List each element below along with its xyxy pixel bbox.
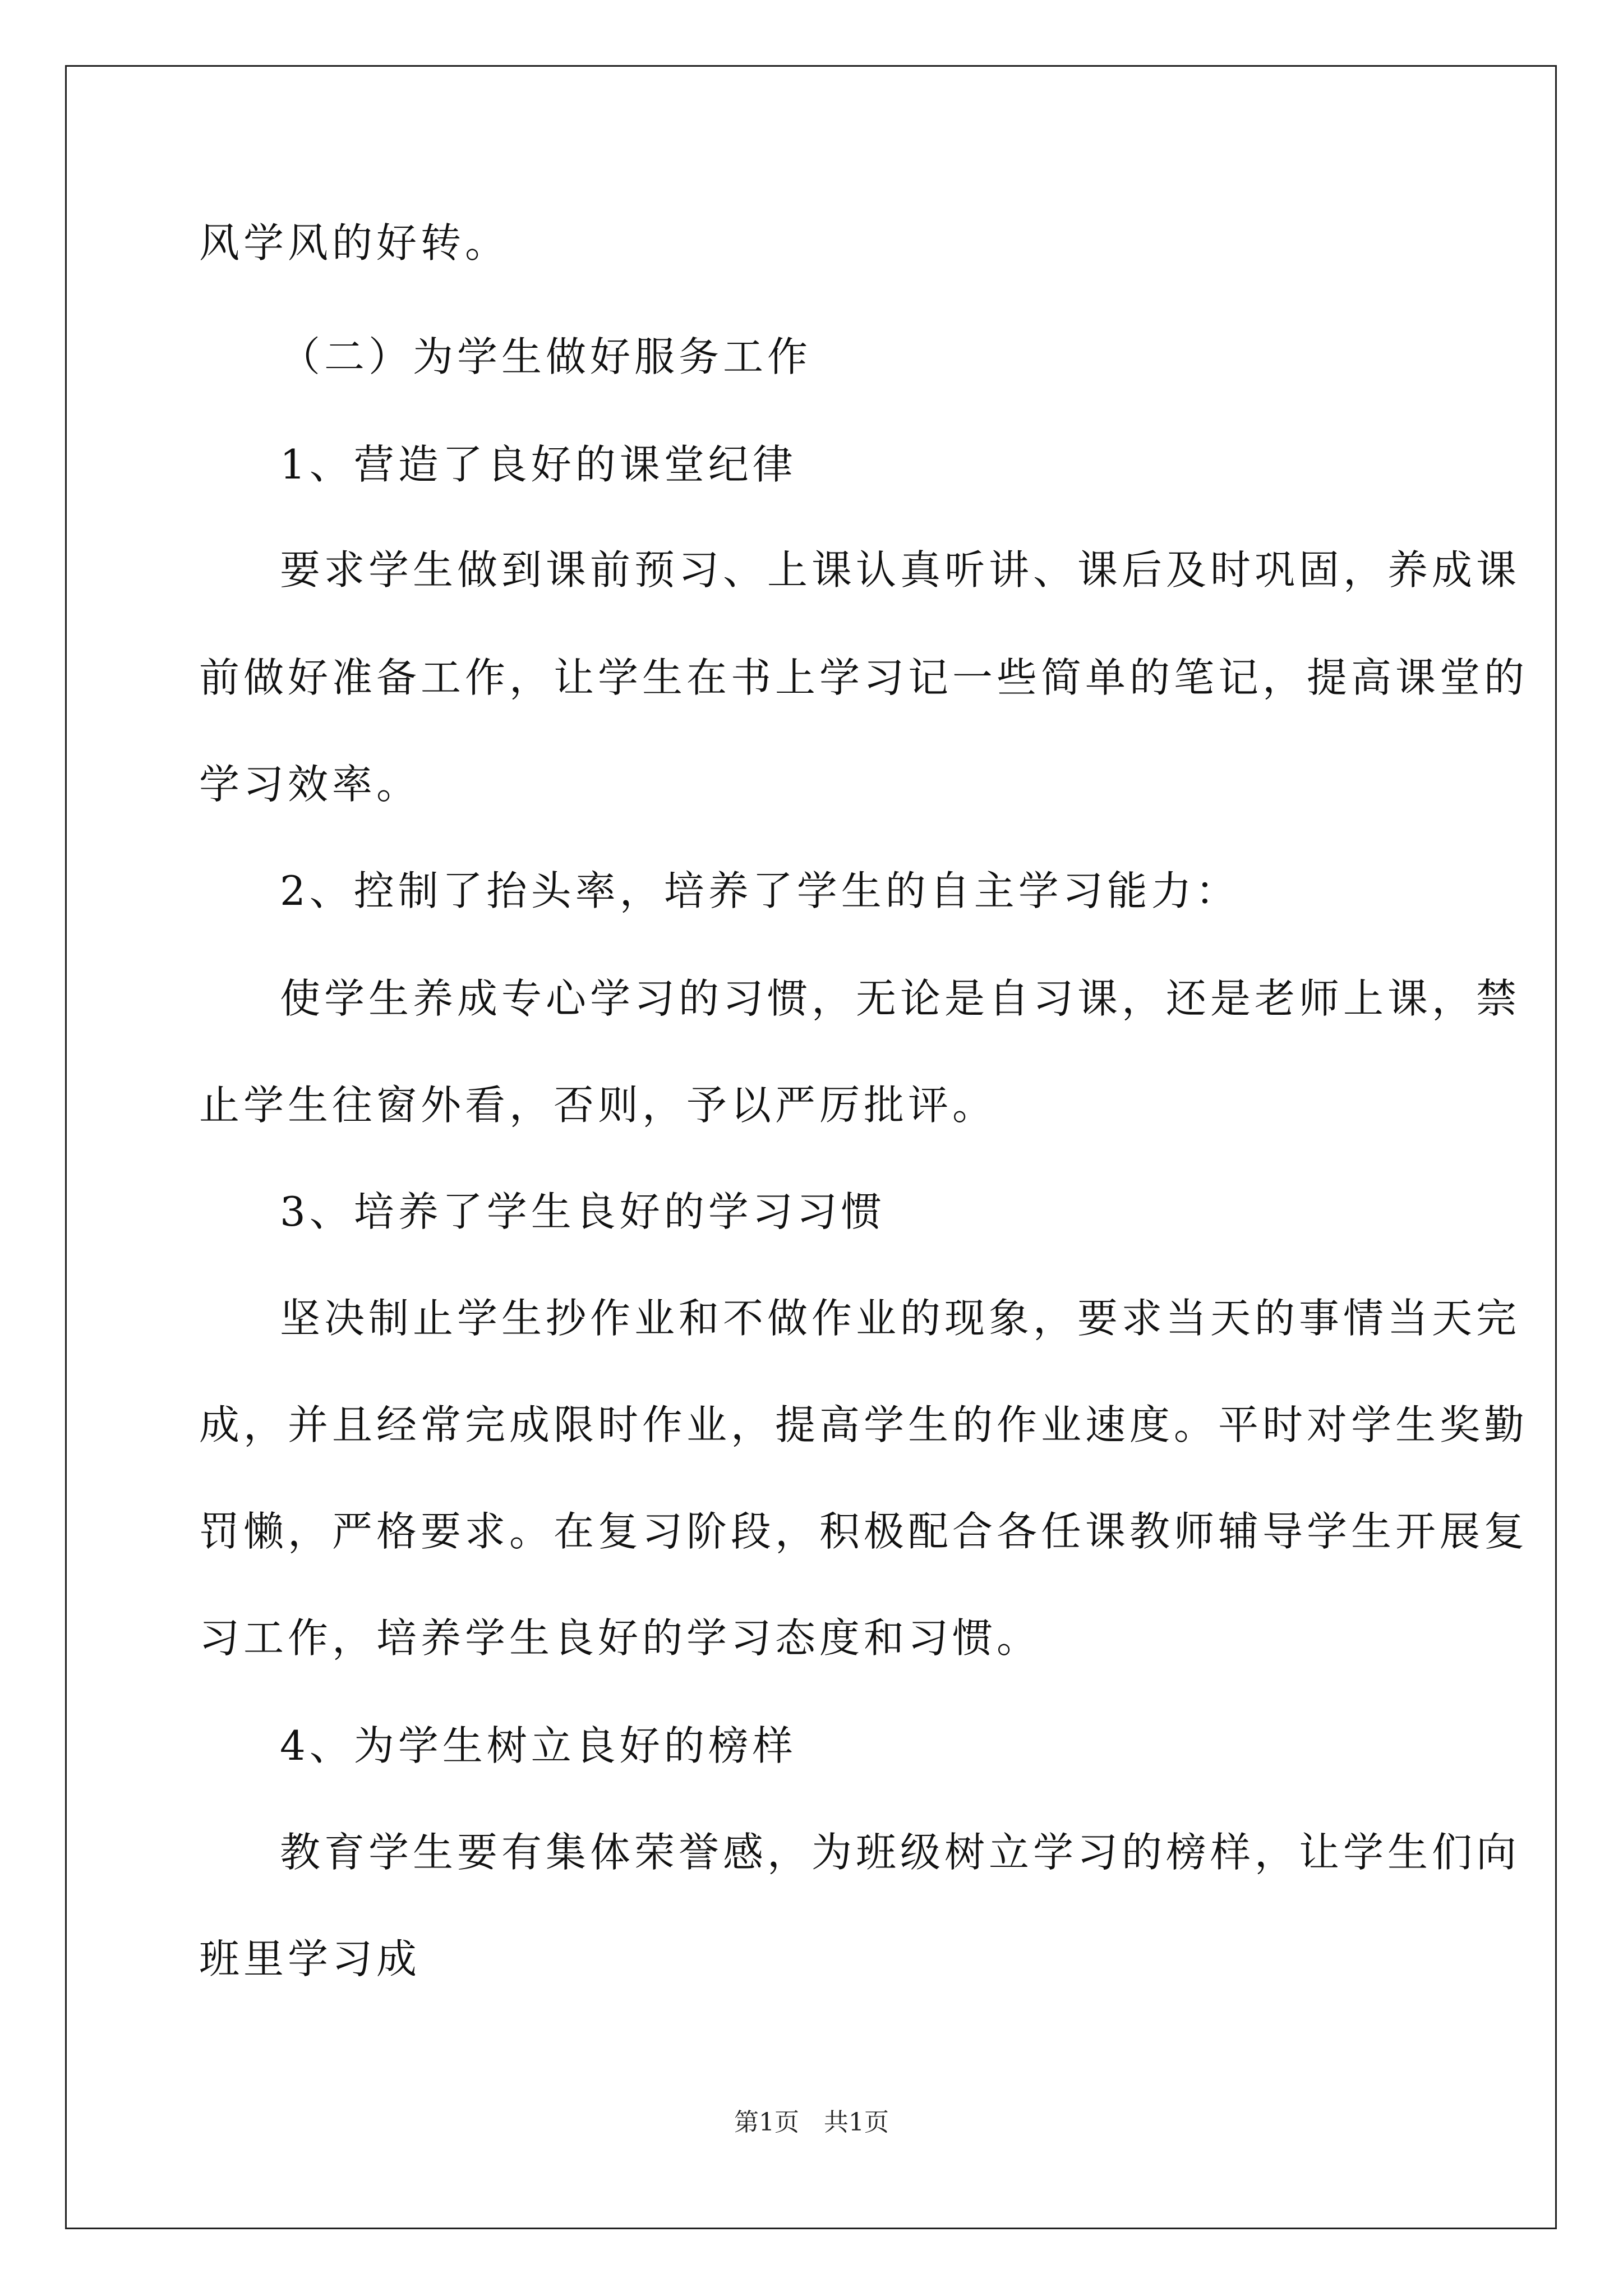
text-line-1: 风学风的好转。: [199, 219, 510, 266]
text-line-6: 学习效率。: [199, 761, 421, 808]
text-line-5: 前做好准备工作，让学生在书上学习记一些简单的笔记，提高课堂的: [199, 654, 1529, 701]
text-line-9: 止学生往窗外看，否则，予以严厉批评。: [199, 1082, 997, 1129]
page-border: [65, 65, 1557, 2229]
text-line-14: 习工作，培养学生良好的学习态度和习惯。: [199, 1614, 1041, 1662]
text-line-16: 教育学生要有集体荣誉感，为班级树立学习的榜样，让学生们向: [280, 1829, 1521, 1876]
text-line-8: 使学生养成专心学习的习惯，无论是自习课，还是老师上课，禁: [280, 975, 1521, 1022]
text-line-13: 罚懒，严格要求。在复习阶段，积极配合各任课教师辅导学生开展复: [199, 1508, 1529, 1555]
text-line-3: 1、营造了良好的课堂纪律: [280, 441, 797, 488]
text-line-7: 2、控制了抬头率，培养了学生的自主学习能力：: [280, 867, 1240, 914]
text-line-10: 3、培养了学生良好的学习习惯: [280, 1188, 886, 1235]
text-line-17: 班里学习成: [199, 1935, 421, 1982]
text-line-2: （二）为学生做好服务工作: [280, 333, 812, 380]
text-line-11: 坚决制止学生抄作业和不做作业的现象，要求当天的事情当天完: [280, 1295, 1521, 1342]
text-line-4: 要求学生做到课前预习、上课认真听讲、课后及时巩固，养成课: [280, 546, 1521, 593]
text-line-12: 成，并且经常完成限时作业，提高学生的作业速度。平时对学生奖勤: [199, 1401, 1529, 1448]
text-line-15: 4、为学生树立良好的榜样: [280, 1722, 797, 1769]
page-number-footer: 第1页 共1页: [734, 2108, 889, 2137]
